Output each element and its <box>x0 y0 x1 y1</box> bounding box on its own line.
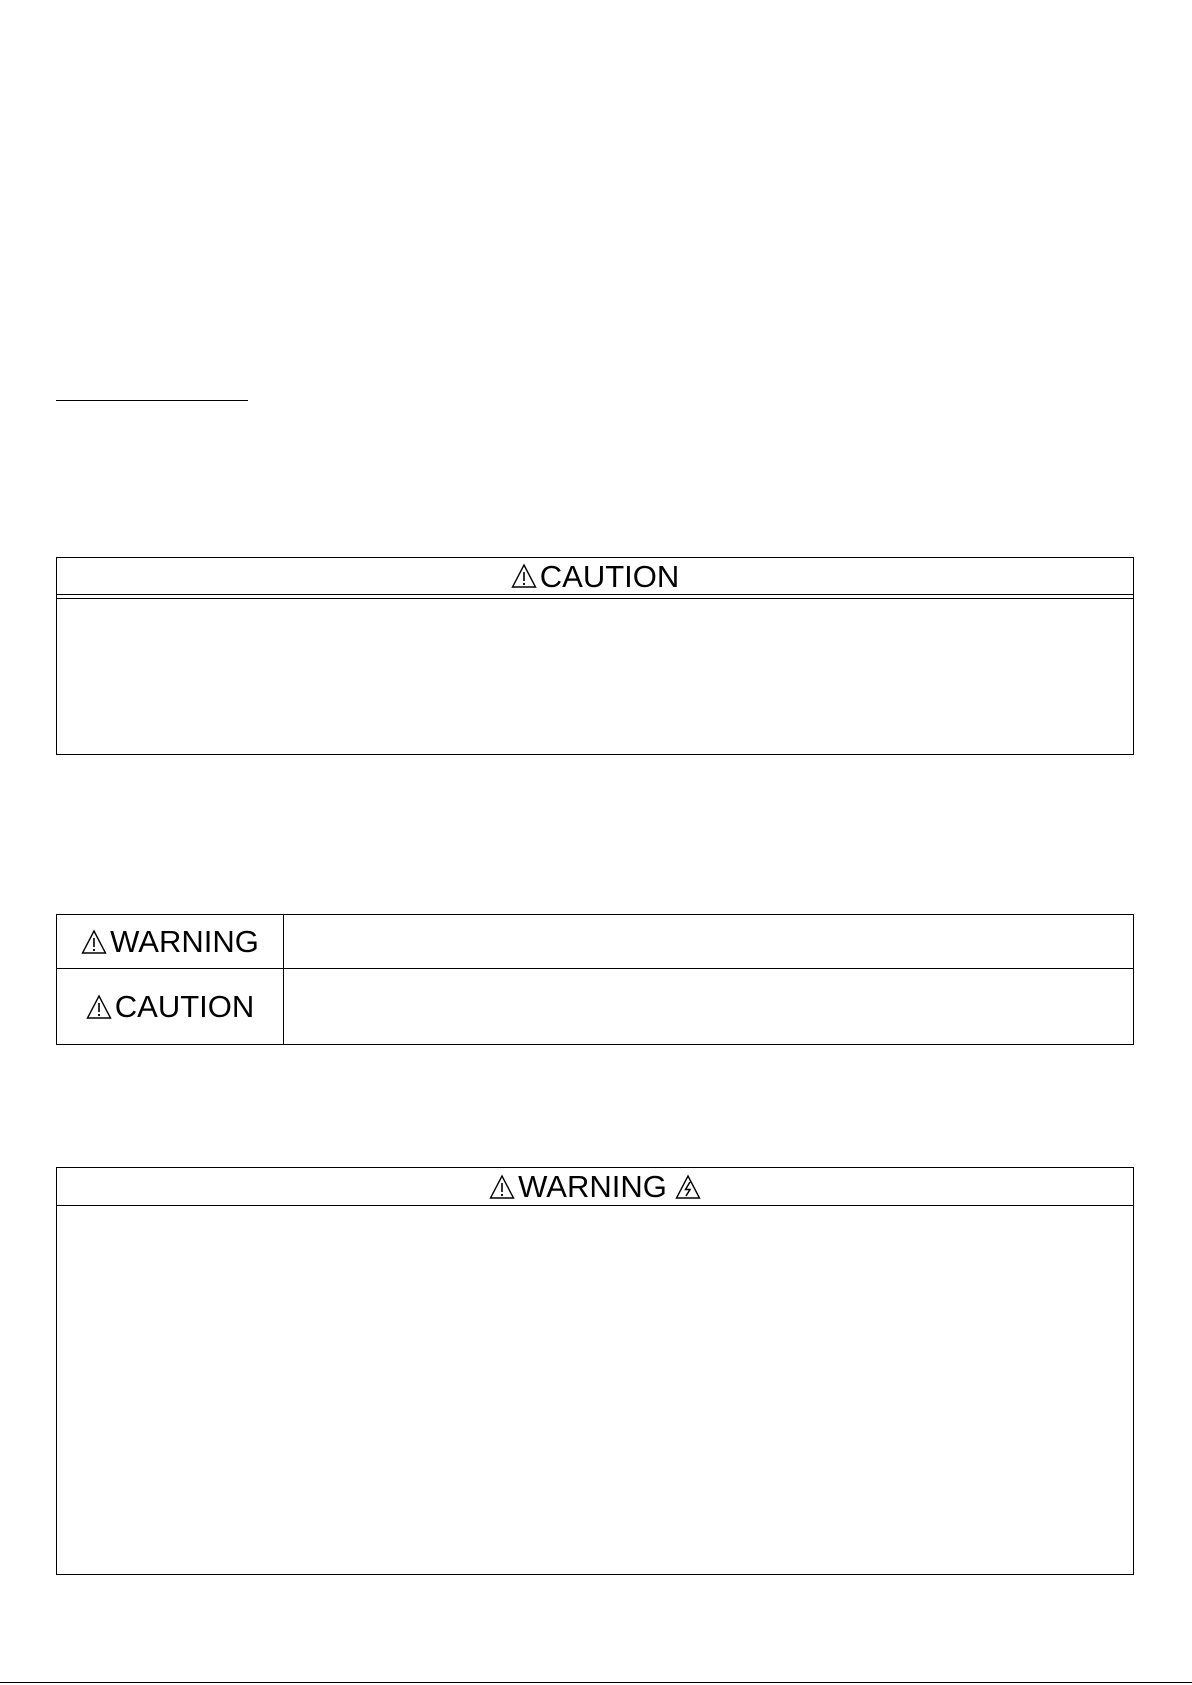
caution-box-title: CAUTION <box>539 558 680 594</box>
warning-triangle-icon <box>489 1174 515 1200</box>
page-bottom-rule <box>0 1682 1192 1683</box>
caution-notice-box <box>56 557 1134 755</box>
legend-row-warning <box>57 915 1133 969</box>
warning-notice-box <box>56 1167 1134 1575</box>
section-heading-underline <box>56 400 248 401</box>
legend-label-caution: CAUTION <box>114 989 255 1024</box>
legend-label-warning: WARNING <box>110 924 259 959</box>
warning-triangle-icon <box>81 929 107 955</box>
warning-box-header <box>57 1168 1133 1206</box>
legend-description-caution <box>284 969 1133 1044</box>
legend-description-warning <box>284 915 1133 968</box>
signal-word-legend-table <box>56 914 1134 1045</box>
warning-triangle-icon <box>86 994 112 1020</box>
electric-shock-icon <box>675 1174 701 1200</box>
warning-box-title: WARNING <box>518 1169 667 1204</box>
warning-triangle-icon <box>511 563 537 589</box>
legend-key-caution <box>57 969 284 1044</box>
legend-row-caution <box>57 969 1133 1044</box>
caution-box-header <box>57 558 1133 594</box>
legend-key-warning <box>57 915 284 968</box>
caution-box-body <box>57 599 1133 754</box>
